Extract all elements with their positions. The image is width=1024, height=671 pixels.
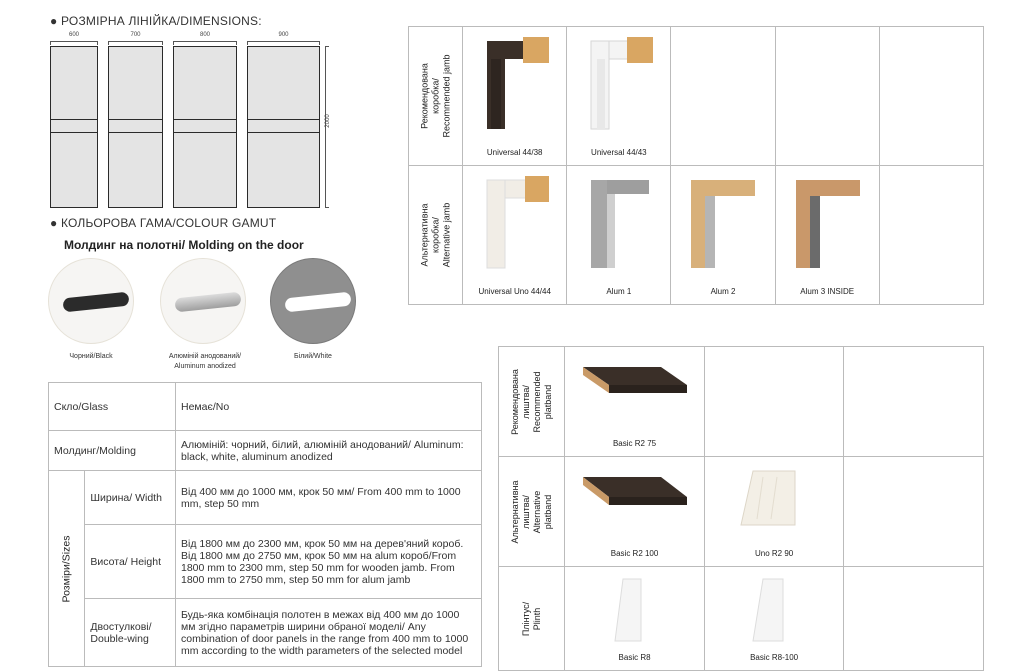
platband-cell: [565, 567, 705, 671]
jamb-label: Universal 44/38: [486, 148, 543, 157]
platband-cell: [844, 567, 984, 671]
swatch-label: Білий/White: [294, 353, 332, 360]
door-outline: [108, 46, 163, 208]
molding-value: Алюміній: чорний, білий, алюміній анодований/ Aluminum: black, white, aluminum anodized: [176, 431, 482, 471]
jamb-image: [587, 172, 657, 270]
door-outline: [247, 46, 320, 208]
jamb-label: Universal Uno 44/44: [478, 287, 551, 296]
recommended-platband-header: Рекомендована лиштва/ Recommended platband: [509, 368, 553, 435]
jamb-label: Universal 44/43: [591, 148, 647, 157]
aluminum-swatch: [160, 258, 246, 344]
glass-label: Скло/Glass: [49, 383, 176, 431]
platband-label: Basic R2 75: [612, 439, 657, 448]
width-ruler: [108, 41, 163, 45]
jamb-label: Alum 3 INSIDE: [800, 287, 855, 296]
colour-gamut-title: ● КОЛЬОРОВА ГАМА/COLOUR GAMUT: [50, 216, 277, 230]
door-outline: [173, 46, 237, 208]
width-label: 800: [199, 32, 210, 38]
width-label: 600: [68, 32, 79, 38]
jamb-cell: [567, 166, 671, 305]
black-swatch: [48, 258, 134, 344]
height-value: Від 1800 мм до 2300 мм, крок 50 мм на дерев'яний короб. Від 1800 мм до 2750 мм, крок 50 мм на alum короб/From 1800 mm to 2300 mm, step 50 mm for wooden jamb. From 1800 mm to 2750 mm, step 50 mm for alum jamb: [176, 525, 482, 599]
jamb-table: [408, 26, 984, 305]
platband-row-header: [499, 347, 565, 457]
jamb-image: [587, 33, 657, 131]
jamb-label: Alum 1: [606, 287, 632, 296]
platband-cell: [844, 457, 984, 567]
double-wing-label: Двостулкові/ Double-wing: [85, 599, 176, 667]
platband-row-header: [499, 567, 565, 671]
jamb-cell: [671, 166, 775, 305]
glass-value: Немає/No: [176, 383, 482, 431]
width-ruler: [173, 41, 237, 45]
width-value: Від 400 мм до 1000 мм, крок 50 мм/ From 400 mm to 1000 mm, step 50 mm: [176, 471, 482, 525]
molding-label: Молдинг/Molding: [49, 431, 176, 471]
swatch-label: Aluminum anodized: [174, 363, 236, 370]
jamb-image: [792, 172, 866, 270]
alternative-platband-header: Альтернативна лиштва/ Alternative platband: [509, 480, 553, 543]
platband-label: Basic R2 100: [610, 549, 659, 558]
specs-table: [48, 382, 482, 667]
jamb-cell: [879, 27, 983, 166]
width-label: Ширина/ Width: [85, 471, 176, 525]
jamb-cell: [463, 166, 567, 305]
platband-label: Uno R2 90: [754, 549, 794, 558]
jamb-row-header: [409, 166, 463, 305]
platband-table: [498, 346, 984, 671]
door-outline: [50, 46, 98, 208]
jamb-image: [687, 172, 761, 270]
platband-row-header: [499, 457, 565, 567]
alternative-jamb-header: Альтернативна коробка/ Alternative jamb: [419, 202, 452, 268]
jamb-row-header: [409, 27, 463, 166]
plinth-label: Basic R8-100: [750, 653, 799, 662]
jamb-cell: [775, 166, 879, 305]
platband-cell: [704, 347, 844, 457]
white-swatch: [270, 258, 356, 344]
platband-image: [733, 467, 813, 529]
jamb-image: [483, 33, 553, 131]
platband-cell: [704, 567, 844, 671]
molding-bar: [62, 292, 129, 313]
jamb-cell: [775, 27, 879, 166]
width-label: 900: [278, 32, 289, 38]
jamb-cell: [671, 27, 775, 166]
plinth-image: [601, 575, 665, 645]
dimensions-title: ● РОЗМІРНА ЛІНІЙКА/DIMENSIONS:: [50, 14, 262, 28]
swatch-label: Чорний/Black: [69, 353, 113, 360]
platband-cell: [844, 347, 984, 457]
width-label: 700: [130, 32, 141, 38]
molding-bar: [284, 292, 351, 313]
platband-image: [579, 357, 691, 405]
sizes-header: Розміри/Sizes: [49, 471, 85, 667]
jamb-image: [483, 172, 553, 270]
recommended-jamb-header: Рекомендована коробка/ Recommended jamb: [419, 54, 452, 138]
height-label: Висота/ Height: [85, 525, 176, 599]
platband-cell: [565, 347, 705, 457]
jamb-cell: [567, 27, 671, 166]
platband-image: [579, 469, 691, 517]
width-ruler: [50, 41, 98, 45]
jamb-cell: [463, 27, 567, 166]
jamb-cell: [879, 166, 983, 305]
platband-cell: [704, 457, 844, 567]
plinth-image: [741, 575, 805, 645]
plinth-label: Basic R8: [618, 653, 651, 662]
swatch-label: Алюміній анодований/: [168, 353, 242, 360]
double-wing-value: Будь-яка комбінація полотен в межах від 400 мм до 1000 мм згідно параметрів ширини обраної моделі/ Any combination of door panels in the range from 400 mm to 1000 mm according to the width parameters of the selected model: [176, 599, 482, 667]
width-ruler: [247, 41, 320, 45]
plinth-header: Плінтус/ Plinth: [520, 601, 542, 636]
molding-subtitle: Молдинг на полотні/ Molding on the door: [64, 238, 304, 252]
platband-cell: [565, 457, 705, 567]
height-label: 2000: [325, 114, 331, 128]
jamb-label: Alum 2: [710, 287, 736, 296]
molding-bar: [174, 292, 241, 313]
